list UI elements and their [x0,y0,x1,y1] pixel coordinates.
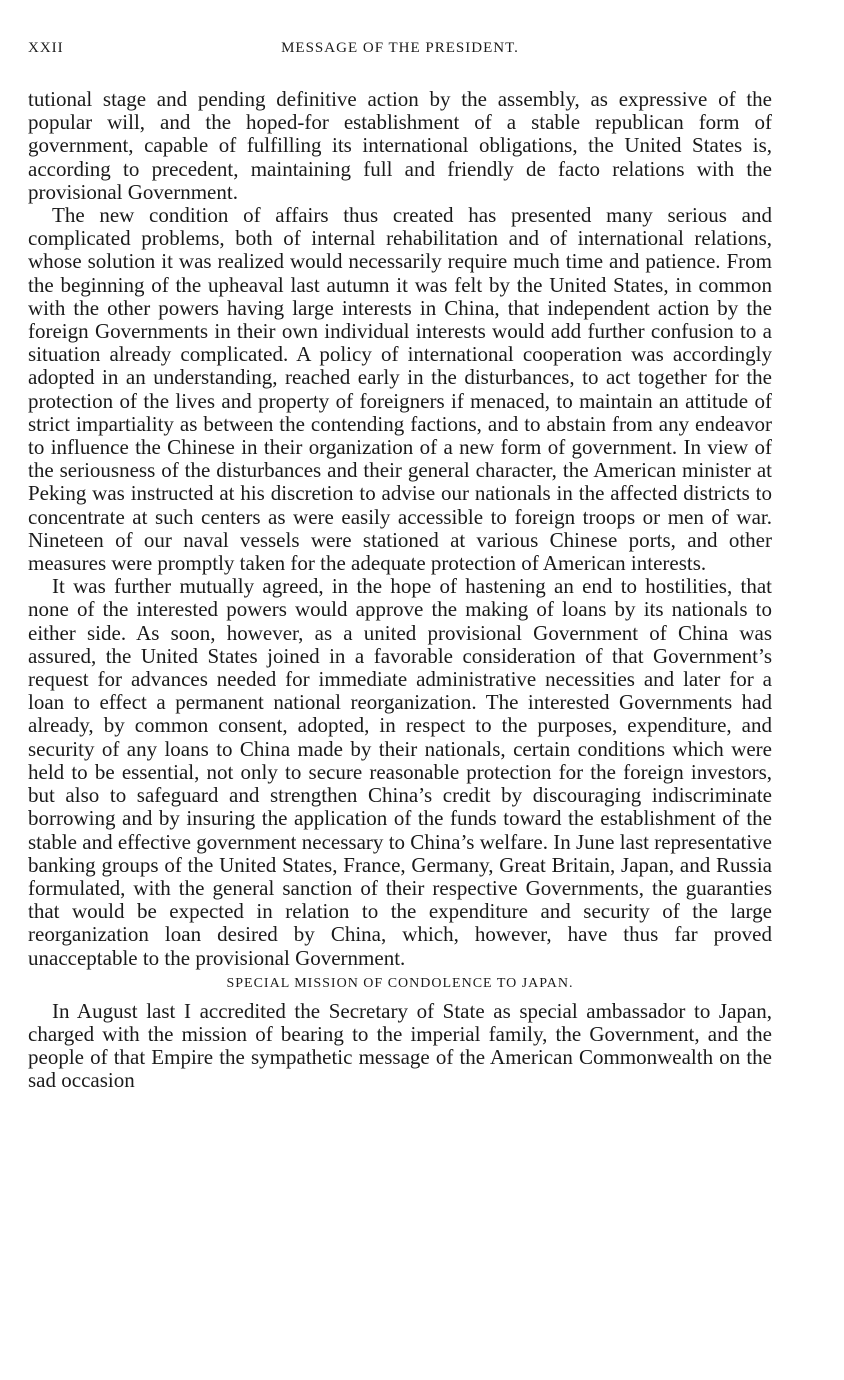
paragraph-continued: tutional stage and pending definitive action by the assembly, as expressive of the popular will, and the hoped-for establishment of a stable republican form of government, capable of fulfilling its international obligations, the United States is, according to precedent, maintaining full and friendly de facto relations with the provisional Government. [28,87,772,204]
section-heading: SPECIAL MISSION OF CONDOLENCE TO JAPAN. [226,975,574,991]
running-head: MESSAGE OF THE PRESIDENT. [281,40,519,56]
page-header [28,40,772,66]
page-number: XXII [28,40,64,56]
paragraph-china-affairs: The new condition of affairs thus created has presented many serious and complicated problems, both of internal rehabilitation and of international relations, whose solution it was realized would necessarily require much time and patience. From the beginning of the upheaval last autumn it was felt by the United States, in common with the other powers having large interests in China, that independent action by the foreign Governments in their own individual interests would add further confusion to a situation already complicated. A policy of international cooperation was accordingly adopted in an understanding, reached early in the disturbances, to act together for the protection of the lives and property of foreigners if menaced, to maintain an attitude of strict impartiality as between the contending factions, and to abstain from any endeavor to influence the Chinese in their organization of a new form of government. In view of the seriousness of the disturbances and their general character, the American minister at Peking was instructed at his discretion to advise our nationals in the affected districts to concentrate at such centers as were easily accessible to foreign troops or men of war. Nineteen of our naval vessels were stationed at various Chinese ports, and other measures were promptly taken for the adequate protection of American interests. [28,203,772,576]
document-page [28,40,772,1093]
paragraph-loans: It was further mutually agreed, in the hope of hastening an end to hostilities, that none of the interested powers would approve the making of loans by its nationals to either side. As soon, however, as a united provisional Government of China was assured, the United States joined in a favorable consideration of that Government’s request for advances needed for immediate administrative necessities and later for a loan to effect a permanent national reorganization. The interested Governments had already, by common consent, adopted, in respect to the purposes, expenditure, and security of any loans to China made by their nationals, certain conditions which were held to be essential, not only to secure reasonable protection for the foreign investors, but also to safeguard and strengthen China’s credit by discouraging indiscriminate borrowing and by insuring the application of the funds toward the establishment of the stable and effective government necessary to China’s welfare. In June last representative banking groups of the United States, France, Germany, Great Britain, Japan, and Russia formulated, with the general sanction of their respective Governments, the guaranties that would be expected in relation to the expenditure and security of the large reorganization loan desired by China, which, however, have thus far proved unacceptable to the provisional Government. [28,574,772,970]
page-body [28,88,772,1093]
paragraph-special-mission: In August last I accredited the Secretary of State as special ambassador to Japan, charged with the mission of bearing to the imperial family, the Government, and the people of that Empire the sympathetic message of the American Commonwealth on the sad occasion [28,998,772,1093]
